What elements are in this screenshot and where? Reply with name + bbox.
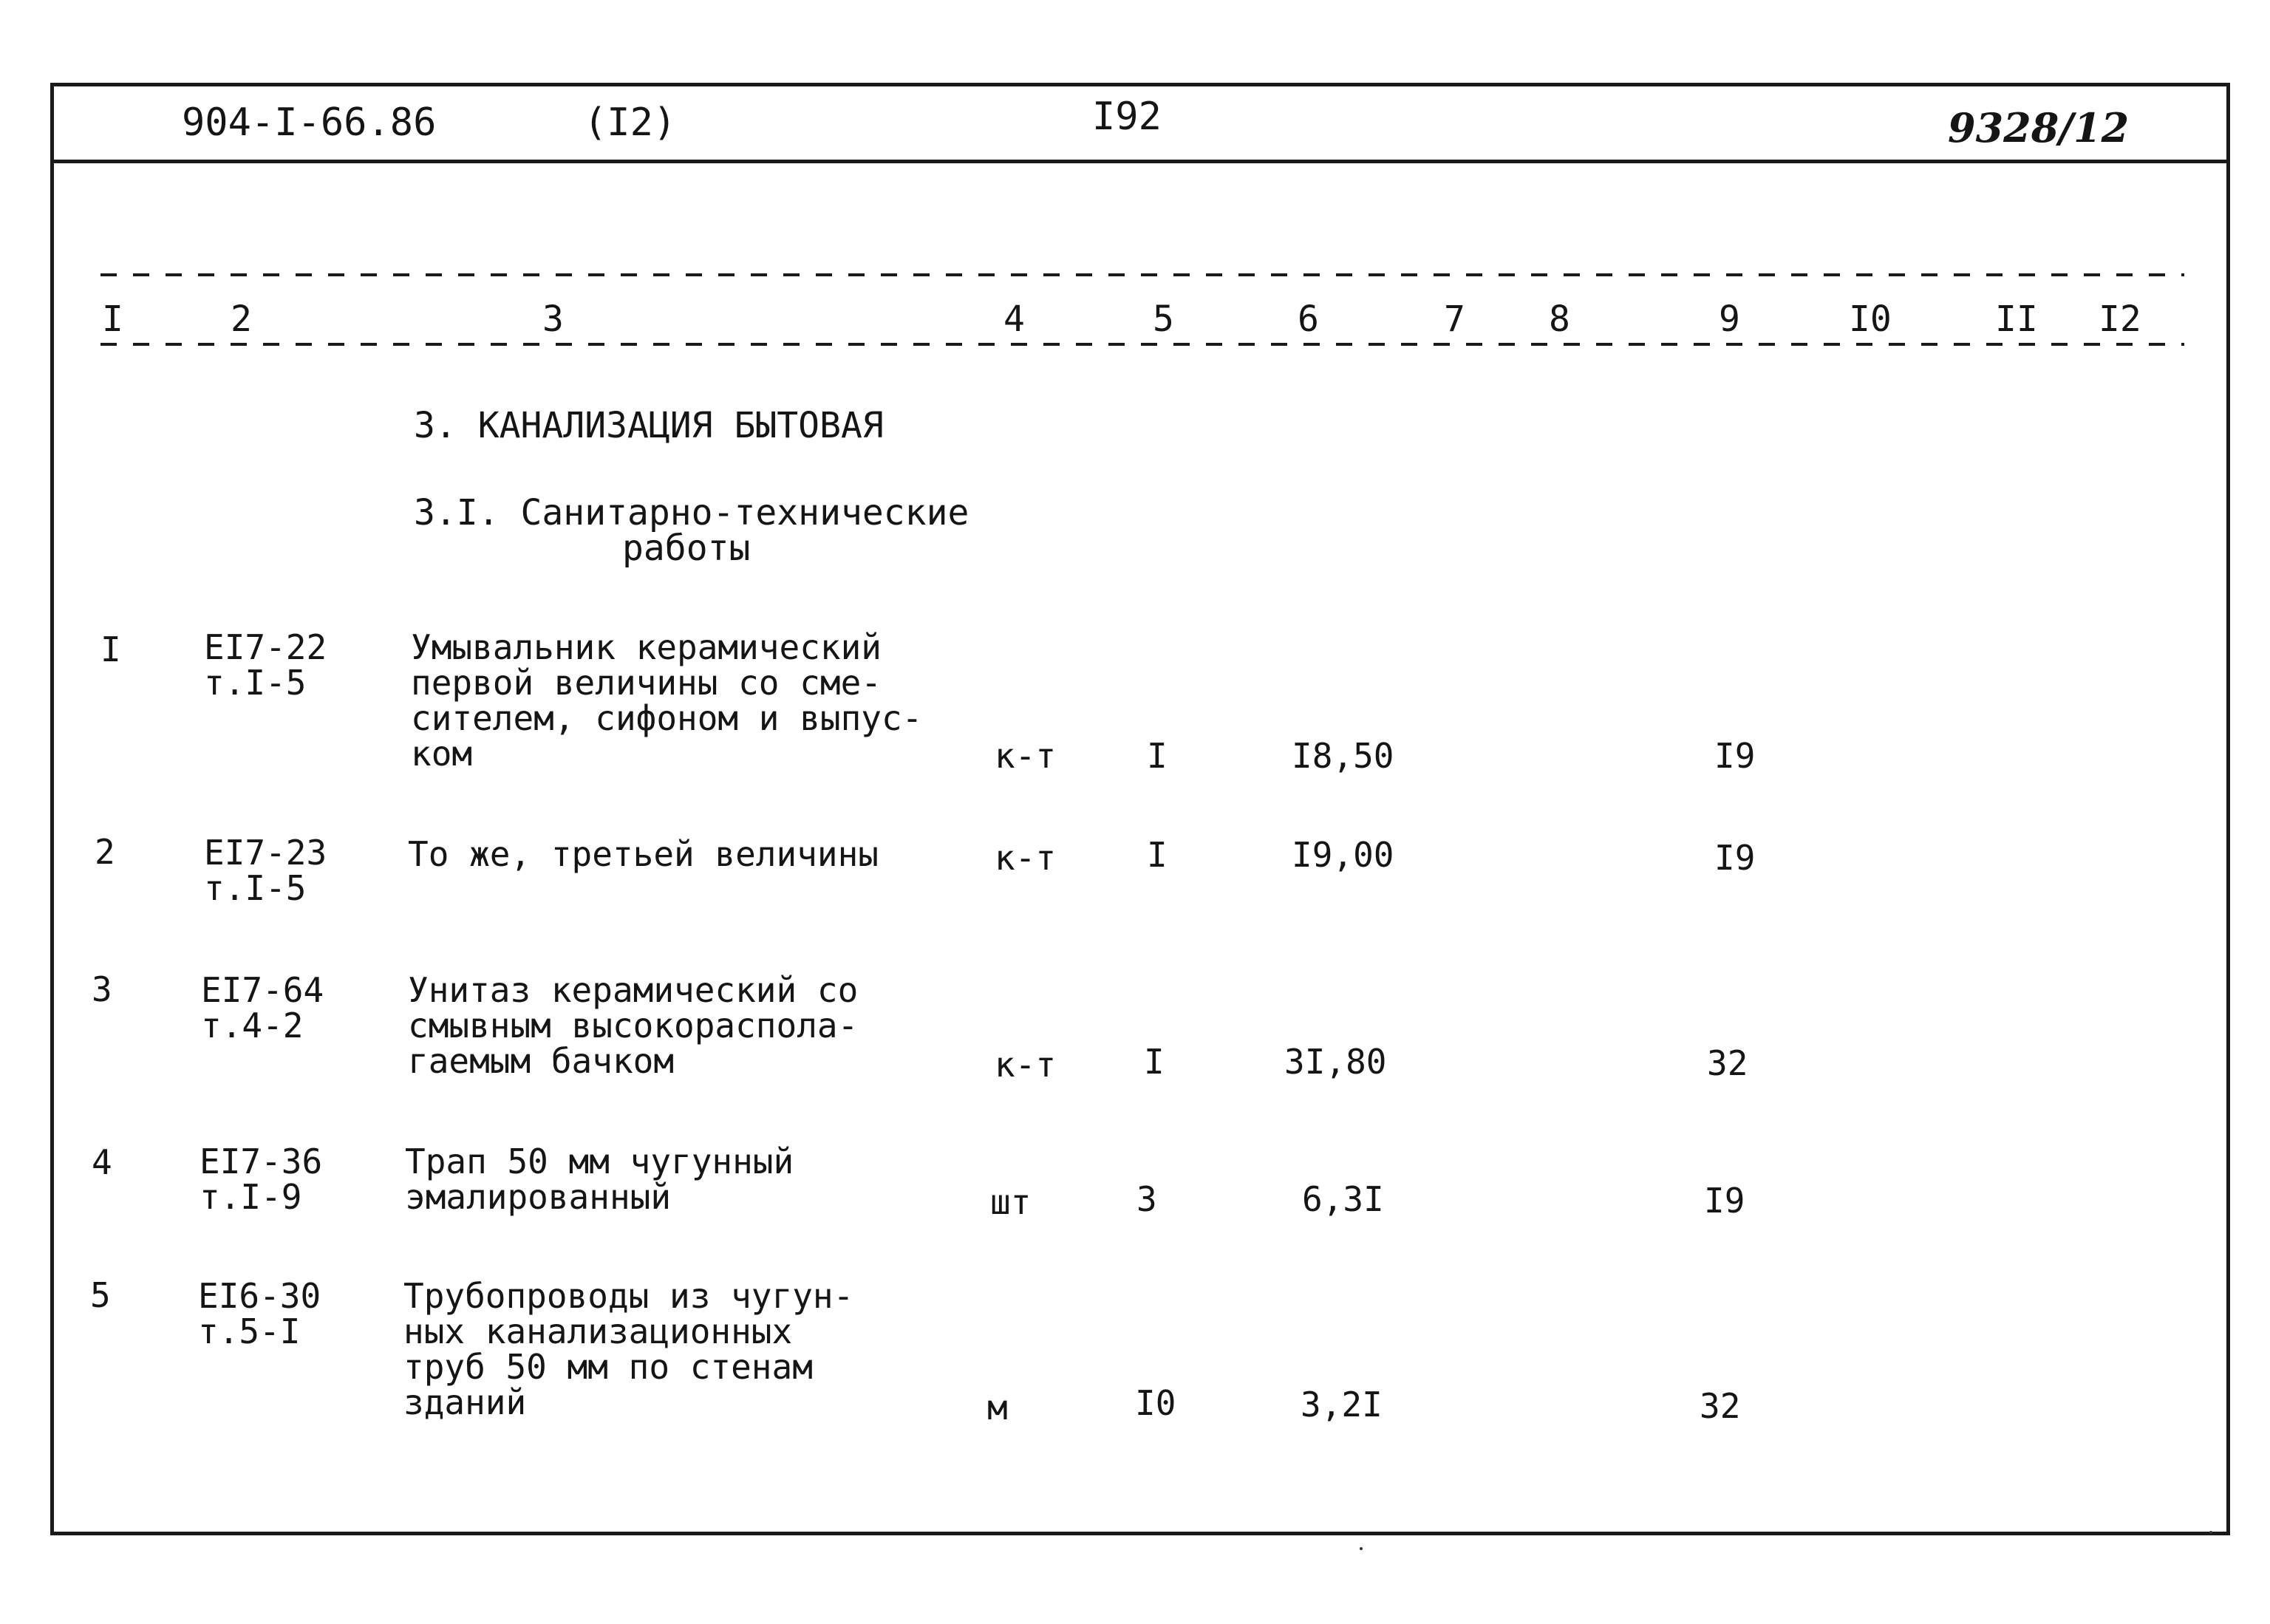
column-number: 6 (1298, 298, 1319, 340)
handwritten-ref: 9328/12 (1948, 104, 2130, 151)
page-number: I92 (1092, 95, 1162, 139)
row-number: 4 (92, 1142, 112, 1182)
scan-speck (2209, 1531, 2212, 1534)
row-quantity: I (1144, 1042, 1165, 1082)
sheet-ref: (I2) (584, 100, 677, 145)
column-number: 8 (1549, 298, 1570, 340)
column-number: 4 (1003, 298, 1025, 340)
row-number: I (100, 630, 121, 669)
row-description: Умывальник керамический первой величины со сме- сителем, сифоном и выпус- ком (411, 627, 923, 774)
row-description: Унитаз керамический со смывным высокораспола- гаемым бачком (408, 970, 859, 1081)
row-col9-value: I9 (1714, 838, 1756, 878)
column-number: I0 (1849, 298, 1892, 340)
column-number: 9 (1719, 298, 1740, 340)
row-quantity: I0 (1135, 1383, 1176, 1423)
bottom-dashed-rule (100, 343, 2184, 346)
row-unit: м (987, 1388, 1008, 1427)
row-col9-value: 32 (1707, 1043, 1748, 1083)
row-code: EI7-23 т.I-5 (204, 833, 327, 908)
row-col9-value: I9 (1704, 1181, 1745, 1221)
row-unit: к-т (995, 1045, 1057, 1085)
scan-speck (1360, 1547, 1363, 1550)
row-code: EI6-30 т.5-I (198, 1276, 321, 1351)
header-divider (53, 160, 2230, 163)
row-code: EI7-64 т.4-2 (201, 970, 324, 1045)
row-price: 6,3I (1302, 1179, 1384, 1219)
row-price: I8,50 (1292, 736, 1394, 776)
row-description: То же, третьей величины (408, 834, 879, 874)
row-number: 3 (92, 969, 112, 1009)
row-price: I9,00 (1292, 835, 1394, 875)
row-description: Трубопроводы из чугун- ных канализационных труб 50 мм по стенам зданий (403, 1276, 854, 1422)
column-number: II (1995, 298, 2038, 340)
doc-code: 904-I-66.86 (182, 100, 437, 145)
column-number: 2 (231, 298, 252, 340)
row-code: EI7-36 т.I-9 (200, 1142, 323, 1217)
row-unit: к-т (995, 838, 1057, 878)
row-quantity: I (1147, 736, 1168, 776)
row-quantity: I (1147, 835, 1168, 875)
subsection-title-continued: работы (622, 528, 751, 569)
row-quantity: 3 (1136, 1179, 1157, 1219)
top-dashed-rule (100, 273, 2184, 276)
row-unit: к-т (995, 736, 1057, 776)
row-description: Трап 50 мм чугунный эмалированный (405, 1142, 794, 1217)
column-number: 7 (1444, 298, 1465, 340)
column-number: I (102, 298, 123, 340)
column-number: 3 (542, 298, 564, 340)
subsection-title: 3.I. Санитарно-технические (414, 492, 969, 533)
row-price: 3I,80 (1284, 1042, 1387, 1082)
column-number: 5 (1153, 298, 1174, 340)
row-code: EI7-22 т.I-5 (204, 627, 327, 703)
row-col9-value: 32 (1700, 1386, 1741, 1426)
column-number: I2 (2099, 298, 2141, 340)
row-unit: шт (990, 1182, 1032, 1222)
section-title: 3. КАНАЛИЗАЦИЯ БЫТОВАЯ (414, 405, 884, 446)
row-price: 3,2I (1301, 1385, 1383, 1425)
row-number: 2 (95, 832, 115, 872)
row-col9-value: I9 (1714, 736, 1756, 776)
row-number: 5 (90, 1275, 111, 1315)
page-frame (50, 83, 2230, 1535)
